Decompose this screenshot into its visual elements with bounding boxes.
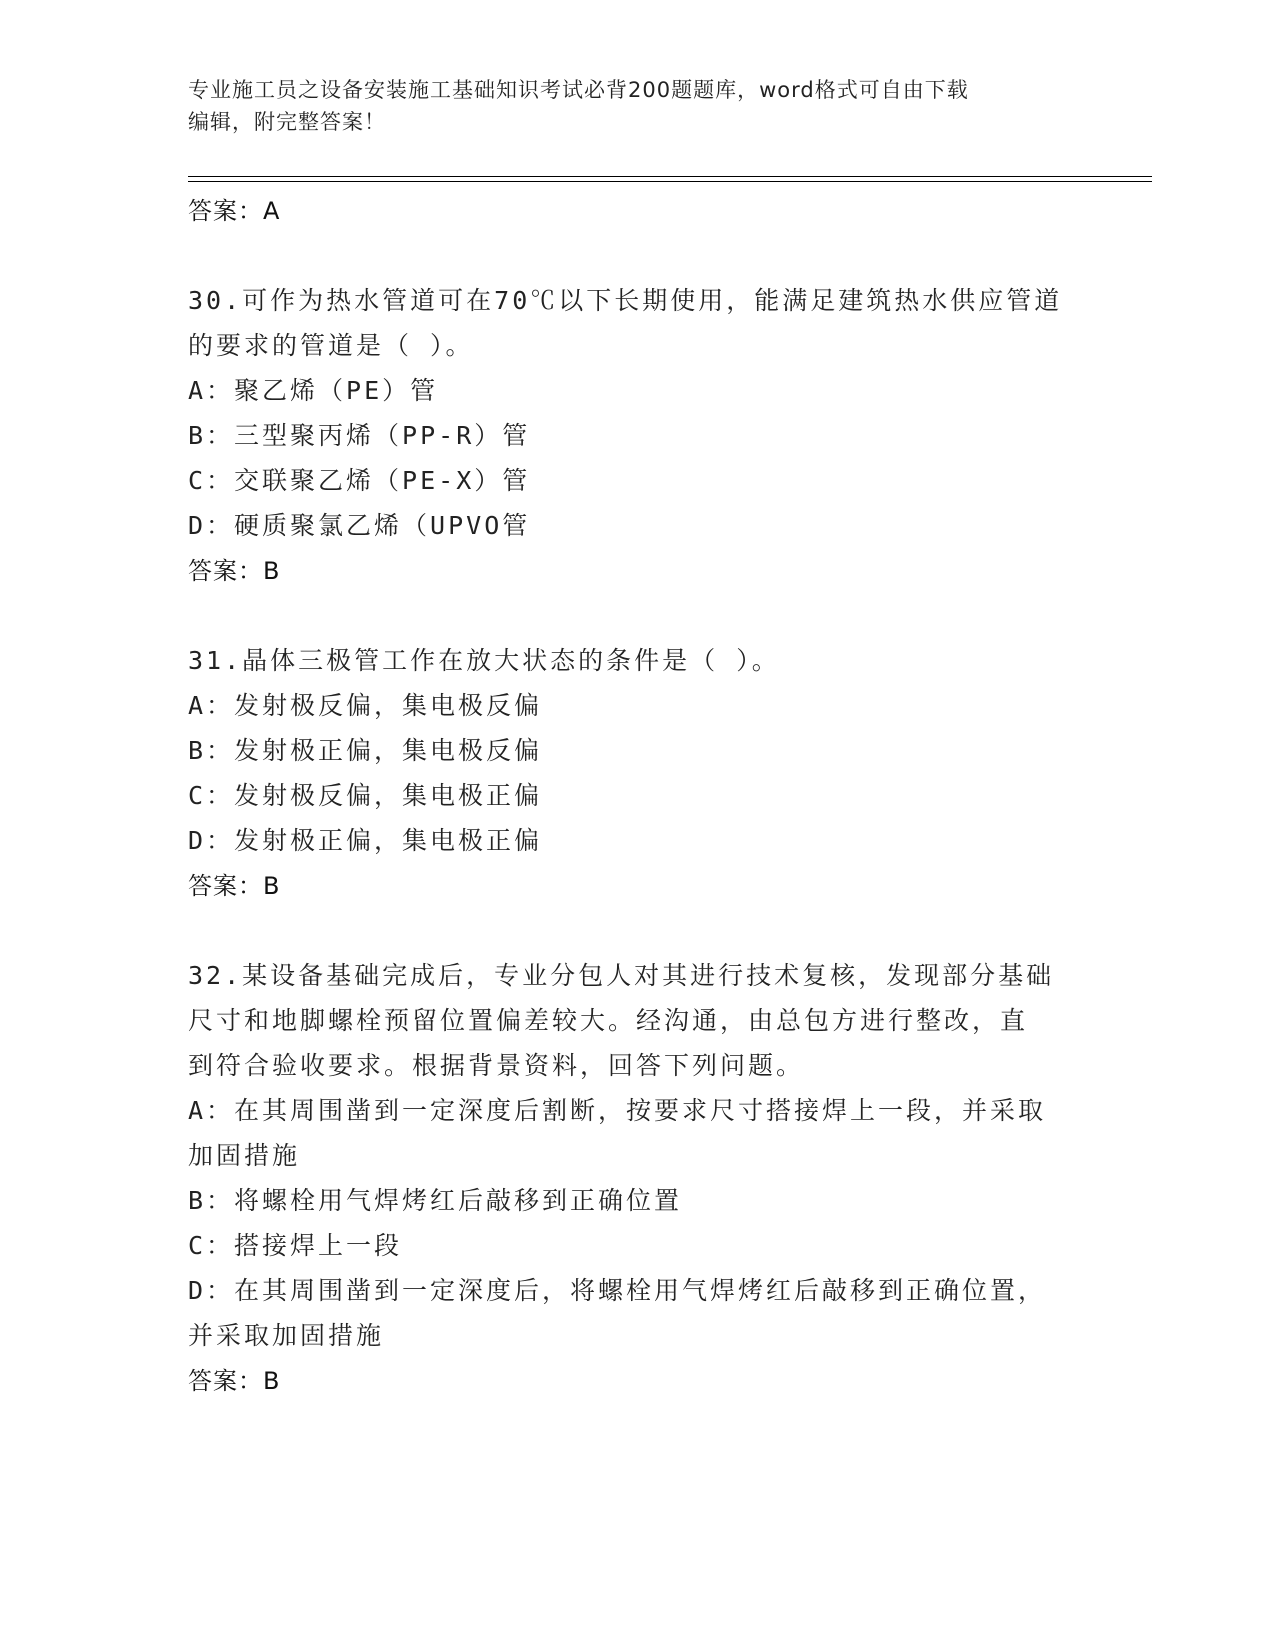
option-a: A：发射极反偏，集电极反偏 [188,691,543,720]
option-c: C：交联聚乙烯（PE-X）管 [188,466,531,495]
answer-line: 答案：B [188,872,281,900]
option-b: B：将螺栓用气焊烤红后敲移到正确位置 [188,1186,683,1215]
header-divider [188,176,1152,177]
header-divider [188,181,1152,182]
question-stem-line: 的要求的管道是（ ）。 [188,331,474,360]
option-c: C：搭接焊上一段 [188,1231,403,1260]
option-a: A：聚乙烯（PE）管 [188,376,439,405]
option-a-continued: 加固措施 [188,1141,301,1170]
question-block [188,953,1088,1404]
option-b: B：发射极正偏，集电极反偏 [188,736,543,765]
option-d-continued: 并采取加固措施 [188,1321,385,1350]
option-b: B：三型聚丙烯（PP-R）管 [188,421,531,450]
question-block [188,278,1088,594]
option-d: D：硬质聚氯乙烯（UPVO管 [188,511,531,540]
question-stem-line: 31.晶体三极管工作在放大状态的条件是（ ）。 [188,646,780,675]
document-body [188,188,1088,1404]
header-title-line: 专业施工员之设备安装施工基础知识考试必背200题题库，word格式可自由下载 [188,78,969,102]
question-stem-line: 到符合验收要求。根据背景资料，回答下列问题。 [188,1051,805,1080]
answer-line: 答案：A [188,197,281,225]
answer-line: 答案：B [188,1367,281,1395]
answer-line: 答案：B [188,557,281,585]
header-title-line: 编辑，附完整答案！ [188,110,386,134]
document-header [188,74,1068,138]
question-stem-line: 32.某设备基础完成后，专业分包人对其进行技术复核，发现部分基础 [188,961,1055,990]
option-a: A：在其周围凿到一定深度后割断，按要求尺寸搭接焊上一段，并采取 [188,1096,1047,1125]
question-block [188,638,1088,909]
question-stem-line: 尺寸和地脚螺栓预留位置偏差较大。经沟通，由总包方进行整改，直 [188,1006,1029,1035]
option-c: C：发射极反偏，集电极正偏 [188,781,543,810]
option-d: D：发射极正偏，集电极正偏 [188,826,543,855]
question-stem-line: 30.可作为热水管道可在70℃以下长期使用，能满足建筑热水供应管道 [188,286,1063,315]
option-d: D：在其周围凿到一定深度后，将螺栓用气焊烤红后敲移到正确位置， [188,1276,1047,1305]
